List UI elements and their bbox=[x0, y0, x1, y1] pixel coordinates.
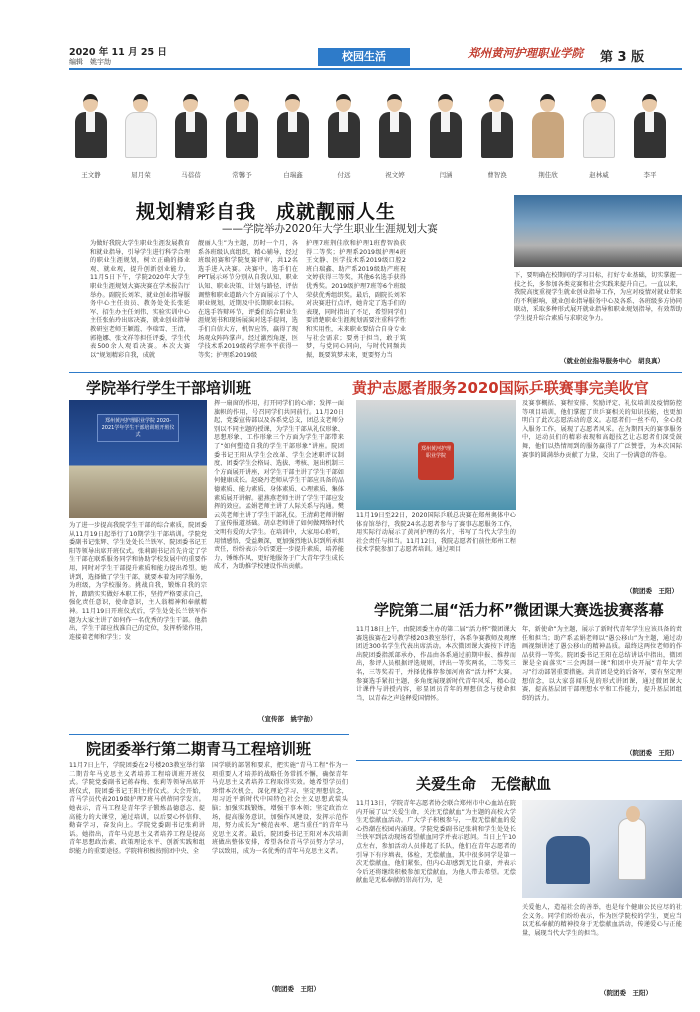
school-masthead: 郑州黄河护理职业学院 bbox=[468, 46, 583, 60]
contestant-photo bbox=[73, 90, 109, 179]
article1-column-1: 为做好我院大学生职业生涯发展教育和就业指导，引导学生进行科学合理的职业生涯规划，树立正确的择业观、就业观，提升创新创业能力，11月5日下午，学院2020年大学生职业生涯规划大赛决赛在学术报告厅举办。副院长刘苯、就业创业指导服务中心主任贵员、教务处处长张延军、招生办主任刘伟、实验实训中心主任张佑玲出席决赛，就业创业指导教研室老师王颖霞、李瑞雪、王清，郭艳娜、张文祥等担任评委，学生代表500余人观看决赛。本次大赛以“规划精彩自我，成就 bbox=[90, 240, 190, 359]
article1-subtitle: ——学院举办2020年大学生职业生涯规划大赛 bbox=[222, 223, 438, 235]
header-rule bbox=[69, 68, 682, 70]
contestant-name: 闫涵 bbox=[439, 171, 453, 179]
section-rule bbox=[356, 760, 682, 761]
article4-column-2: 年，新使命”为主题，展示了新时代青年学生应该具备的责任和担当；助产系孟娟老师以“愚公移山”为主题，通过动画视频讲述了愚公移山的精神品质。最终这两位老师的作品获得一等奖。院团委书记王阳在总结讲话中指出，微团课是全面落实“三会两制一课”和团中央开展“青年大学习”行动部署重要措施。共青团是党的后备军，要有坚定理想信念，以大家喜闻乐见的形式讲团课，通过微团课大赛，提高基层团干部理想水平和工作能力，提升基层团组织的活力。 bbox=[522, 626, 682, 702]
spacer bbox=[356, 794, 516, 798]
article3-photo bbox=[356, 400, 516, 510]
contestant-photo bbox=[123, 90, 159, 179]
article1-photo bbox=[514, 195, 682, 267]
article6-signature: （院团委 王阳） bbox=[600, 989, 652, 997]
article3-column-2: 及赛事概括、赛程安排、奖励评定、礼仪培训及疫情防控等项目培训，他们掌握了世乒赛相关的知识技能，也更加明白了此次志愿活动的意义。志愿者们一丝不苟，全心投入服务工作，展现了志愿者风采。在为期四天的赛事服务中，运动员们的精彩表现和高超技艺让志愿者们深受鼓舞，他们以热情周到的服务赢得了广泛赞誉，为本次国际赛事的圆满举办贡献了力量，交出了一份满意的答卷。 bbox=[522, 400, 682, 459]
article1-column-2: 靓丽人生”为主题，历时一个月，各系各班级认真组织，精心辅导，经过班级初赛和学院复赛评审，共12名选手进入决赛。决赛中，选手们在PPT展示环节分别从自我认知、职业认知、职业决策、计划与路径、评估调整和职业道路六个方面展示了个人职业规划，近期及中长期职业目标。在选手答辩环节，评委们结合职业生涯规划书和现场展演对选手提问，选手们自信大方，机智应答，赢得了现场观众阵阵掌声。经过激烈角逐，医学技术系2019级药学班李平获得一等奖；护理系2019级 bbox=[198, 240, 298, 359]
contestant-photo bbox=[479, 90, 515, 179]
article5-column-2: 国学联的部署和要求，把实施“青马工程”作为一项重要人才培养的战略任务常抓不懈，确保青年马克思主义者培养工程取得实效。她希望学员们珍惜本次机会，深化理论学习、坚定理想信念，用习近平新时代中国特色社会主义思想武装头脑；加强实践锻炼，增强干事本领；坚定政治立场，提高服务意识，加强作风建设，发挥示范作用，努力成长为“模范表率、堪当重任”的青年马克思主义者。最后，院团委书记王阳对本次培训班做出整体安排，希望各位青马学员努力学习，学以致用，成为一名优秀的青年马克思主义者。 bbox=[212, 762, 348, 855]
section-rule bbox=[69, 372, 682, 373]
article3-signature: （院团委 王阳） bbox=[626, 587, 678, 595]
article2-photo bbox=[69, 400, 207, 518]
article2-column-2: 挥一扇窗的作用，打开同学们的心扉；发挥一面旗帜的作用，号召同学们共同前行。11月20日起，党委宣传部以及各系党总支，团总支老师分别以不同主题的授课，为学生干部从礼仪形象、思想形象、工作形象三个方面为学生干部带来了“如何塑造自我的学生干部形象”讲座。院团委书记王阳从学生会改革、学生会述职评议制度、团委学生会格局、选拔、考核、退出机制三个方面展开讲座，对学生干部主讲了学生干部如何健康成长。赵晓丹老师从学生干部应具备的品德素质、能力素质、身体素质、心理素质、集体素质展开讲解。翟燕燕老师主讲了学生干部应发挥的效应。孟娟老师主讲了人际关系与沟通。樊云英老师主讲了学生干部礼仪。王清莉老师讲解了宣传报道基础。胡卓老师讲了如何做网络时代文明有爱的大学生。在培训中，大家用心聆听，用情感悟，受益颇深，更加强烈地认识到所承担责任，纷纷表示今后要进一步提升素质，培养能力，锤炼作风，更好地服务于广大青年学生成长成才，为助推学校建设作出贡献。 bbox=[214, 400, 344, 571]
article4-signature: （院团委 王阳） bbox=[626, 749, 678, 757]
contestant-photo bbox=[530, 90, 566, 179]
article4-column-1: 11月18日上午，由院团委主办的第二届“活力杯”微团课大赛选拔赛在2号教学楼203教室举行，各系争赛教师及观摩团近300名学生代表出席活动。本次微团课大赛按下评选出院团委指派部承办，作品由各系通过前期申报、推荐而出，参评人员根据评选规则，评出一等奖两名，二等奖三名，三等奖若干，并择优推荐参加河南省“活力杯”大赛。参赛选手紧扣主题，多角度展现新时代青年风采，精心设计课件与讲授内容，彰显团员青年的理想信念与使命担当，以青春之声诠释爱国情怀。 bbox=[356, 626, 516, 702]
contestant-name: 王文静 bbox=[81, 171, 101, 179]
section-band: 校园生活 bbox=[318, 48, 410, 66]
contestant-photo-strip bbox=[69, 90, 682, 178]
article2-headline: 学院举行学生干部培训班 bbox=[86, 379, 252, 397]
contestant-photo bbox=[275, 90, 311, 179]
contestant-name: 李平 bbox=[643, 171, 657, 179]
contestant-name: 白瑞鑫 bbox=[283, 171, 303, 179]
page-number: 第 3 版 bbox=[600, 50, 645, 65]
article1-signature: （就业创业指导服务中心 胡良真） bbox=[560, 357, 664, 365]
contestant-name: 曹智涣 bbox=[487, 171, 507, 179]
contestant-photo bbox=[377, 90, 413, 179]
contestant-name: 屈月荣 bbox=[131, 171, 151, 179]
article6-headline: 关爱生命 无偿献血 bbox=[416, 775, 552, 793]
issue-date: 2020 年 11 月 25 日 bbox=[69, 47, 167, 58]
article5-signature: （院团委 王阳） bbox=[268, 985, 320, 993]
article5-headline: 院团委举行第二期青马工程培训班 bbox=[86, 740, 312, 758]
contestant-photo bbox=[173, 90, 209, 179]
contestant-photo bbox=[224, 90, 260, 179]
article6-photo bbox=[522, 800, 682, 898]
contestant-name: 常馨予 bbox=[232, 171, 252, 179]
contestant-name: 赵林威 bbox=[589, 171, 609, 179]
article3-headline: 黄护志愿者服务2020国际乒联赛事完美收官 bbox=[352, 379, 649, 397]
article1-column-3: 护理7班荆佳欣和护理1班曹智涣获得二等奖；护理系2019级护理4班王文静、医学技术系2019级口腔2班白瑞鑫、助产系2019级助产班祝文婷获得三等奖，其他6名选手获得优秀奖。2019级护理7班等6个班级荣获优秀组织奖。最后，副院长刘苯对决赛进行点评，她肯定了选手们的表现，同时指出了不足，希望同学们要清楚职业生涯规划需要注重科学性和实用性，未来职业要结合自身专业与社会需求；要勇于担当，敢于筑梦，与党同心同向，与时代同频共振，既要筑梦未来，更要努力当 bbox=[306, 240, 406, 359]
nurse-head bbox=[626, 806, 640, 822]
contestant-name: 荆佳欣 bbox=[538, 171, 558, 179]
article5-column-1: 11月7日上午，学院团委在2号楼203教室举行第二期青年马克思主义者培养工程培训班开班仪式。学院党委副书记蒋春梅、张莉等领导出席开班仪式，院团委书记王阳主持仪式。大会开始，青马学员代表2019级护理7班马蓓蓓同学发言。她表示，青马工程是青年学子锻炼品德意志、提高能力的大课堂，通过培训，以后要心怀信仰、勤奋学习，奋发向上。学院党委副书记张莉讲话。她指出，青年马克思主义者培养工程是提高青年思想政治素、政策理论水平、创新实践和组织能力的重要途径。学院将积极按照团中央、全 bbox=[69, 762, 205, 855]
article2-signature: （宣传部 姚宇劼） bbox=[258, 715, 317, 723]
contestant-photo bbox=[428, 90, 464, 179]
article4-headline: 学院第二届“活力杯”微团课大赛选拔赛落幕 bbox=[374, 601, 664, 619]
article2-column-1: 为了进一步提高我院学生干部的综合素质，院团委从11月19日起举行了10期学生干部培训。学院党委副书记张辉、学生处处长兰铁军、院团委书记王阳等领导出席开班仪式。张莉副书记首先肯定了学生干部在联系服务同学和协助学校发展中的重要作用，同时对学生干部提升素质和能力提出希望。她讲到，选择做了学生干部，就要本着为同学服务，为班级，为学校服务。挑战自我，锻炼自我的宗旨，踏踏实实做好本职工作，坚持严格要求自己，强化责任意识，使命意识，主人翁精神和奉献精神。11月19日开班仪式后，学生处处长兰铁军作题为大家主讲了如何作一名优秀的学生干部。他指出，学生干部应找准自己的定位，发挥桥梁作用，连接着老师和学生；发 bbox=[69, 522, 207, 641]
article1-column-4: 下，要明确在校期间的学习目标，打好专业基础，切实掌握一技之长，多参加各类竞赛和社会实践来提升自己。一直以来，我院高度重视学生就业创业指导工作，为应对疫情对就业带来的不利影响，就业创业指导服务中心及各系、各班级多方协同联动，采取多种形式展开就业指导和职业规划指导，有效帮助学生提升综合素质与求职竞争力。 bbox=[514, 272, 682, 322]
donor-figure bbox=[546, 836, 590, 884]
article6-column-2: 关爱他人，造福社会的善举，也是每个健康公民应尽的社会义务。同学们纷纷表示，作为医学院校的学生，更应当以无私奉献的精神投身于无偿献血活动，传递爱心与正能量，展现当代大学生的担当。 bbox=[522, 904, 682, 937]
nurse-figure bbox=[618, 818, 646, 880]
contestant-name: 祝文婷 bbox=[385, 171, 405, 179]
article3-flag: 郑州黄河护理职业学院 bbox=[418, 442, 454, 480]
contestant-name: 付远 bbox=[337, 171, 351, 179]
contestant-photo bbox=[581, 90, 617, 179]
article6-column-1: 11月13日，学院青年志愿者协会联合郑州市中心血站在院内开展了以“关爱生命，关注无偿献血”为主题的高校大学生无偿献血活动。广大学子积极参与，一股无偿献血的爱心热潮在校园内涌现。学院党委副书记张莉和学生处处长兰铁军到活动现场看望献血同学并表示慰问。当日上午10点左右，参加活动人员排起了长队，他们在青年志愿者的引导下有序填表，体检，无偿献血，其中很多同学是第一次无偿献血，他们紧张，但内心却感到无比自豪，并表示今后还将继续积极参加无偿献血，为他人带去希望。无偿献血是无私奉献的崇高行为，是 bbox=[356, 800, 516, 885]
article3-column-1: 11月19日至22日，2020国际乒联总决赛在郑州奥体中心体育馆举行，我院24名志愿者参与了赛事志愿服务工作，用实际行动展示了黄河护理的名片，书写了当代大学生的社会责任与担当。11月12日，我院志愿者们前往郑州工程技术学院参加了志愿者培训。通过项目 bbox=[356, 512, 516, 554]
editor-credit: 编辑 姚宇劼 bbox=[69, 58, 111, 66]
contestant-photo bbox=[326, 90, 362, 179]
article2-banner: 郑州黄河护理职业学院 2020-2021学年学生干部培训班开班仪式 bbox=[97, 414, 179, 442]
contestant-name: 马蓓蓓 bbox=[181, 171, 201, 179]
contestant-photo bbox=[632, 90, 668, 179]
section-rule bbox=[69, 734, 349, 735]
article1-headline: 规划精彩自我 成就靓丽人生 bbox=[136, 201, 397, 223]
